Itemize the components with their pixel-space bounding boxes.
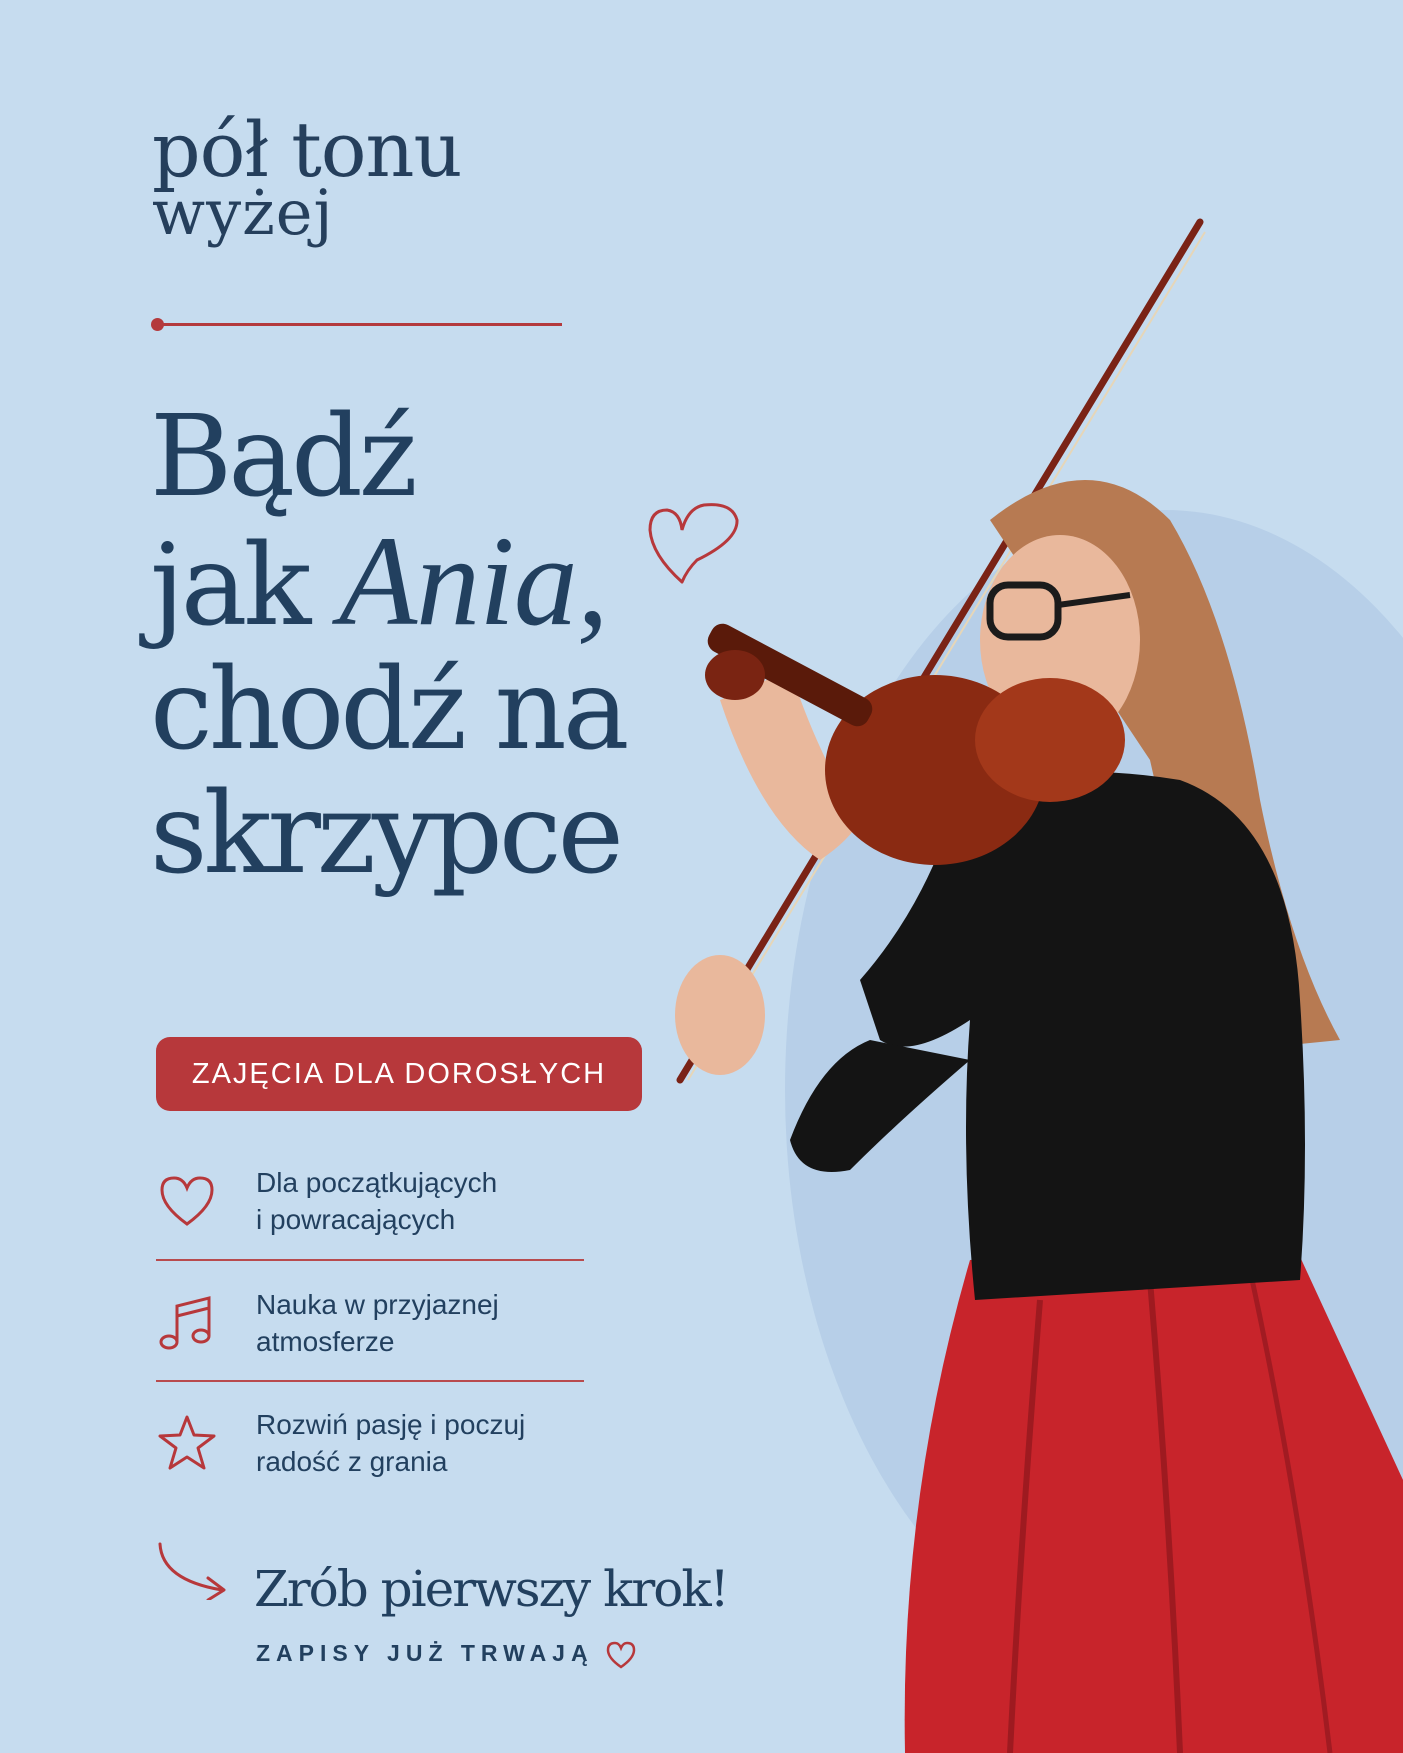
feature-line-1: Dla początkujących bbox=[256, 1167, 498, 1198]
headline-name: Ania, bbox=[338, 510, 608, 652]
audience-badge: ZAJĘCIA DLA DOROSŁYCH bbox=[156, 1037, 642, 1111]
headline-line-2 bbox=[150, 510, 626, 652]
cta-subtitle: ZAPISY JUŻ TRWAJĄ bbox=[256, 1640, 594, 1666]
feature-divider bbox=[156, 1380, 584, 1382]
violinist-photo bbox=[640, 210, 1403, 1753]
feature-line-1: Nauka w przyjaznej bbox=[256, 1289, 499, 1320]
heart-small-icon bbox=[605, 1640, 637, 1670]
feature-divider bbox=[156, 1259, 584, 1261]
feature-line-2: atmosferze bbox=[256, 1326, 395, 1357]
feature-text bbox=[256, 1406, 596, 1480]
feature-text bbox=[256, 1286, 596, 1360]
feature-line-2: i powracających bbox=[256, 1204, 456, 1235]
headline-line-4: skrzypce bbox=[150, 769, 620, 899]
heart-outline-icon bbox=[156, 1170, 218, 1232]
headline bbox=[150, 392, 626, 899]
music-note-icon bbox=[156, 1292, 218, 1354]
star-outline-icon bbox=[156, 1412, 218, 1474]
headline-line-1: Bądź bbox=[150, 392, 414, 522]
feature-line-1: Rozwiń pasję i poczuj bbox=[256, 1409, 526, 1440]
logo-line-2: wyżej bbox=[152, 176, 334, 249]
logo-line-1: pół tonu bbox=[152, 105, 462, 194]
brand-logo bbox=[152, 105, 462, 249]
headline-line-2-prefix: jak bbox=[150, 521, 308, 651]
cta-title: Zrób pierwszy krok! bbox=[254, 1560, 728, 1618]
feature-line-2: radość z grania bbox=[256, 1446, 448, 1477]
heart-doodle-icon bbox=[642, 500, 742, 590]
curved-arrow-icon bbox=[152, 1540, 232, 1600]
top-divider bbox=[160, 323, 562, 326]
feature-text bbox=[256, 1164, 596, 1238]
headline-line-3: chodź na bbox=[150, 645, 626, 775]
